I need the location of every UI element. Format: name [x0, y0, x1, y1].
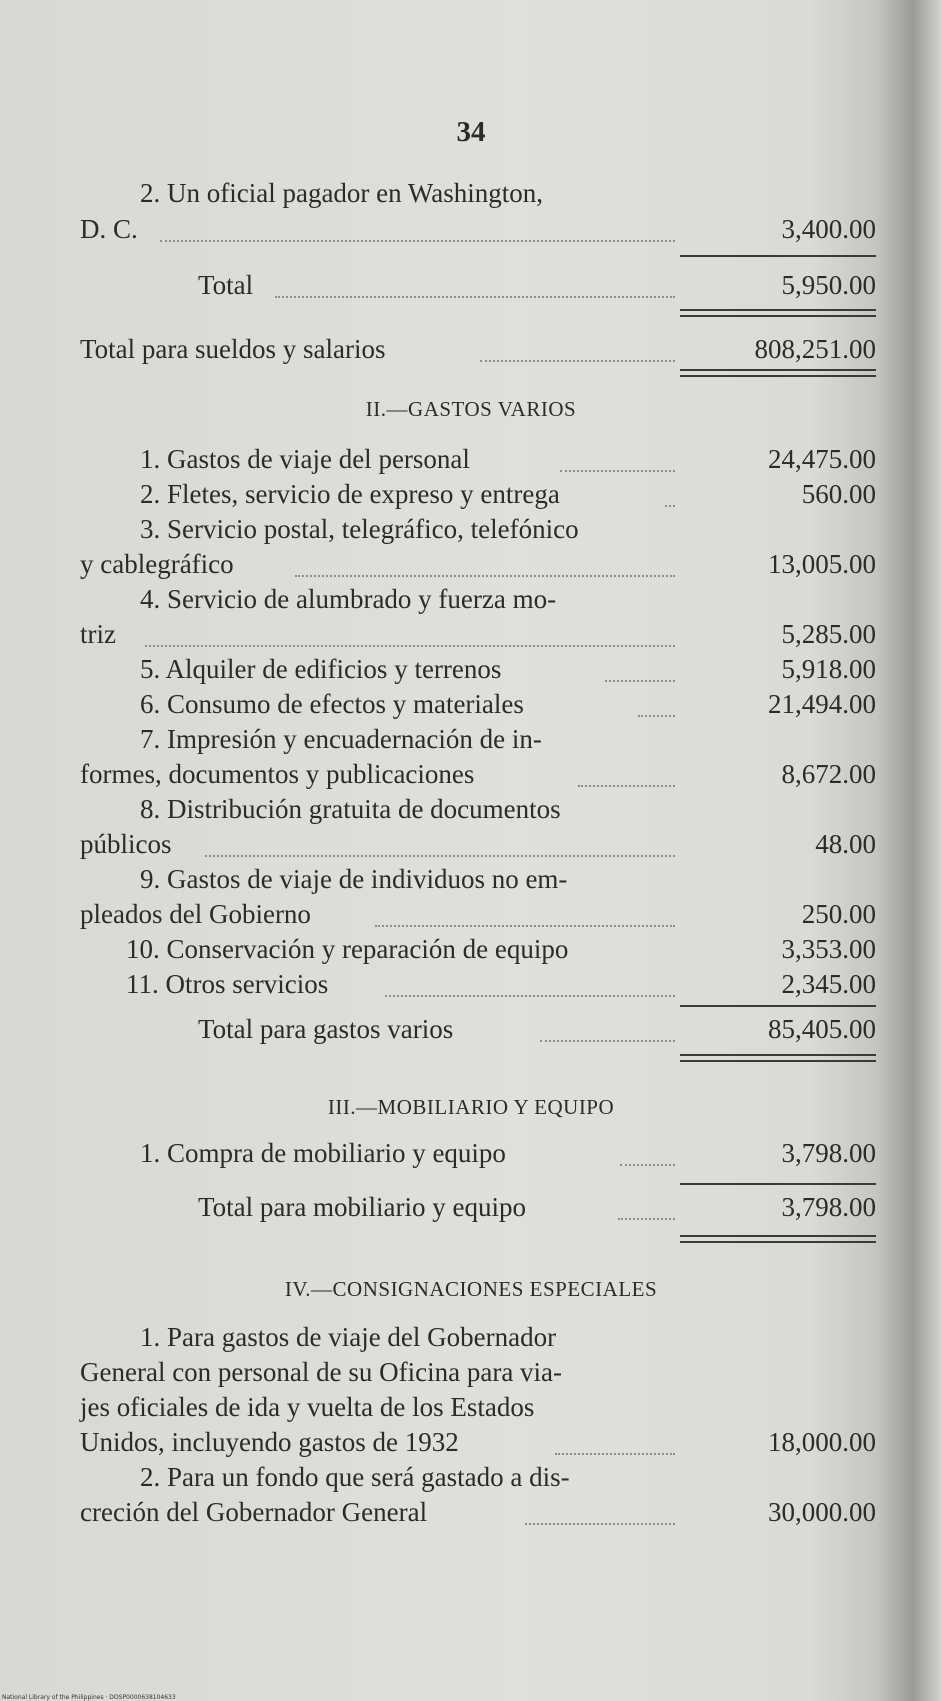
total-amount: 3,798.00	[781, 1192, 876, 1222]
dot-leader	[620, 1164, 675, 1166]
item-line: 8. Distribución gratuita de documentos	[140, 794, 561, 824]
dot-leader	[275, 296, 675, 298]
section-heading: IV.—CONSIGNACIONES ESPECIALES	[284, 1277, 658, 1301]
item-line: 11. Otros servicios	[126, 969, 329, 999]
item-line: creción del Gobernador General	[80, 1497, 428, 1527]
scan-footer: National Library of the Philippines · DOSP0000638104633	[2, 1694, 176, 1701]
item-amount: 30,000.00	[768, 1497, 876, 1527]
dot-leader	[205, 855, 675, 857]
total-double-rule	[680, 369, 876, 377]
dot-leader	[638, 715, 675, 717]
grand-total-amount: 808,251.00	[754, 334, 876, 364]
item-amount: 3,798.00	[781, 1138, 876, 1168]
item-line: 3. Servicio postal, telegráfico, telefónico	[140, 514, 579, 544]
item-line: 1. Para gastos de viaje del Gobernador	[140, 1322, 557, 1352]
dot-leader	[480, 360, 675, 362]
item-amount: 8,672.00	[781, 759, 876, 789]
total-double-rule	[680, 309, 876, 317]
total-label: Total	[198, 270, 254, 300]
item-amount: 48.00	[815, 829, 876, 859]
dot-leader	[295, 575, 675, 577]
dot-leader	[375, 925, 675, 927]
item-line: y cablegráfico	[80, 549, 234, 579]
item-line: 6. Consumo de efectos y materiales	[140, 689, 524, 719]
item-line: 2. Fletes, servicio de expreso y entrega	[140, 479, 560, 509]
item-line: D. C.	[80, 214, 138, 244]
dot-leader	[555, 1453, 675, 1455]
dot-leader	[540, 1040, 675, 1042]
item-line: 2. Un oficial pagador en Washington,	[140, 178, 543, 208]
dot-leader	[525, 1523, 675, 1525]
item-line: 1. Gastos de viaje del personal	[140, 444, 470, 474]
item-line: 9. Gastos de viaje de individuos no em-	[140, 864, 568, 894]
total-amount: 5,950.00	[781, 270, 876, 300]
item-amount: 250.00	[801, 899, 876, 929]
total-amount: 85,405.00	[768, 1014, 876, 1044]
item-amount: 2,345.00	[781, 969, 876, 999]
sum-rule	[680, 255, 876, 257]
sum-rule	[680, 1183, 876, 1185]
item-line: 10. Conservación y reparación de equipo	[126, 934, 569, 964]
item-line: 2. Para un fondo que será gastado a dis-	[140, 1462, 570, 1492]
dot-leader	[560, 470, 675, 472]
item-amount: 13,005.00	[768, 549, 876, 579]
item-line: pleados del Gobierno	[80, 899, 311, 929]
item-amount: 560.00	[801, 479, 876, 509]
section-heading: III.—MOBILIARIO Y EQUIPO	[327, 1095, 615, 1119]
item-amount: 5,285.00	[781, 619, 876, 649]
item-amount: 21,494.00	[768, 689, 876, 719]
item-amount: 5,918.00	[781, 654, 876, 684]
total-double-rule	[680, 1054, 876, 1062]
item-line: 4. Servicio de alumbrado y fuerza mo-	[140, 584, 557, 614]
item-line: formes, documentos y publicaciones	[80, 759, 475, 789]
total-label: Total para mobiliario y equipo	[198, 1192, 527, 1222]
dot-leader	[618, 1218, 675, 1220]
page-number: 34	[456, 116, 486, 148]
sum-rule	[680, 1005, 876, 1007]
item-line: General con personal de su Oficina para via-	[80, 1357, 563, 1387]
item-line: públicos	[80, 829, 172, 859]
grand-total-label: Total para sueldos y salarios	[80, 334, 386, 364]
item-line: Unidos, incluyendo gastos de 1932	[80, 1427, 459, 1457]
dot-leader	[578, 785, 675, 787]
item-amount: 3,400.00	[781, 214, 876, 244]
item-line: 5. Alquiler de edificios y terrenos	[140, 654, 502, 684]
dot-leader	[385, 995, 675, 997]
item-line: triz	[80, 619, 116, 649]
section-heading: II.—GASTOS VARIOS	[365, 397, 577, 421]
total-label: Total para gastos varios	[198, 1014, 454, 1044]
item-amount: 18,000.00	[768, 1427, 876, 1457]
item-amount: 3,353.00	[781, 934, 876, 964]
item-amount: 24,475.00	[768, 444, 876, 474]
dot-leader	[145, 645, 675, 647]
item-line: 1. Compra de mobiliario y equipo	[140, 1138, 506, 1168]
dot-leader	[605, 680, 675, 682]
dot-leader	[665, 505, 675, 507]
total-double-rule	[680, 1235, 876, 1243]
item-line: jes oficiales de ida y vuelta de los Estados	[80, 1392, 535, 1422]
dot-leader	[160, 240, 675, 242]
item-line: 7. Impresión y encuadernación de in-	[140, 724, 542, 754]
